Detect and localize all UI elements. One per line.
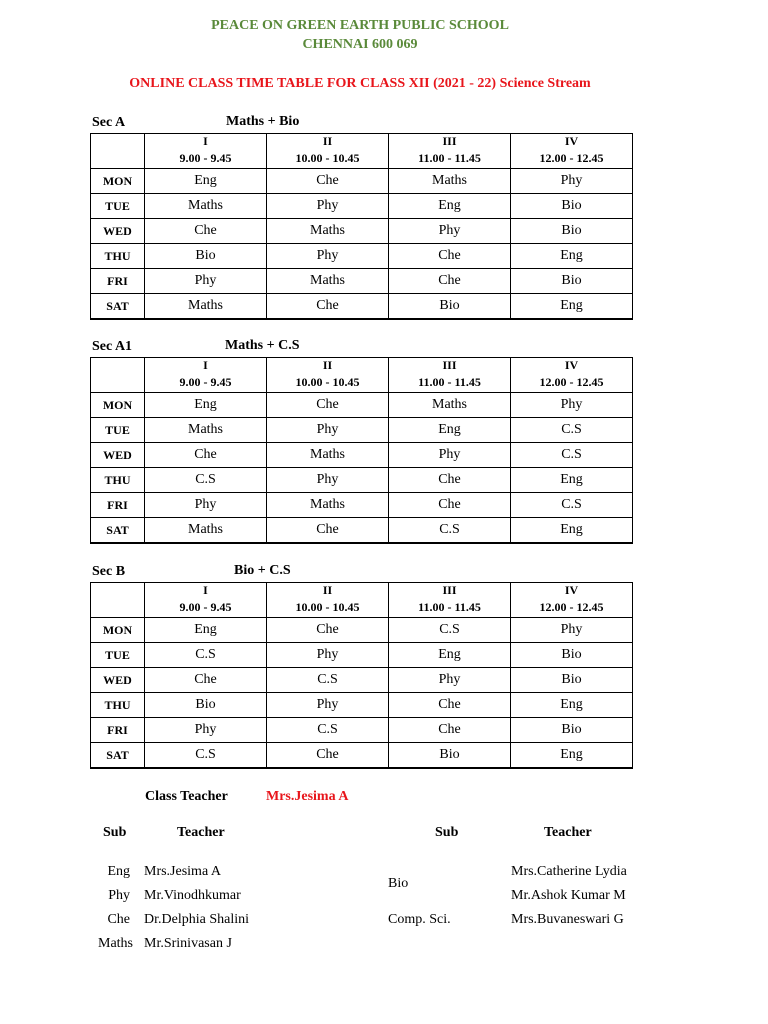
table-row <box>91 693 633 718</box>
period-time: 12.00 - 12.45 <box>511 372 633 393</box>
day-label: THU <box>91 693 145 718</box>
teacher-header-right: Teacher <box>544 825 592 840</box>
subject-cell: Phy <box>267 194 389 219</box>
subject-cell: Maths <box>145 294 267 320</box>
period-time: 11.00 - 11.45 <box>389 597 511 618</box>
subject-cell: Che <box>145 219 267 244</box>
subject-cell: Phy <box>511 169 633 194</box>
period-time: 9.00 - 9.45 <box>145 597 267 618</box>
day-label: FRI <box>91 269 145 294</box>
section-combination: Maths + C.S <box>225 338 300 353</box>
subject-cell: Maths <box>267 443 389 468</box>
subject-cell: Maths <box>267 219 389 244</box>
subject-cell: C.S <box>389 618 511 643</box>
subject-cell: Che <box>267 169 389 194</box>
teacher-right-sub-cs: Comp. Sci. <box>388 912 451 927</box>
day-label: SAT <box>91 743 145 769</box>
subject-cell: Che <box>389 269 511 294</box>
period-number: IV <box>511 134 633 149</box>
day-label: WED <box>91 443 145 468</box>
subject-cell: Eng <box>389 194 511 219</box>
teacher-right-name: Mr.Ashok Kumar M <box>511 888 626 903</box>
subject-cell: Eng <box>511 294 633 320</box>
subject-cell: Bio <box>511 194 633 219</box>
teacher-left-name: Mr.Vinodhkumar <box>144 888 241 903</box>
subject-cell: Bio <box>389 743 511 769</box>
day-label: FRI <box>91 718 145 743</box>
subject-cell: Phy <box>511 393 633 418</box>
period-number: II <box>267 583 389 598</box>
period-time: 9.00 - 9.45 <box>145 372 267 393</box>
period-number: I <box>145 583 267 598</box>
table-row <box>91 244 633 269</box>
period-number: IV <box>511 583 633 598</box>
subject-cell: Eng <box>145 169 267 194</box>
teacher-header-left: Teacher <box>177 825 225 840</box>
subject-cell: Eng <box>511 244 633 269</box>
subject-cell: Phy <box>389 668 511 693</box>
subject-cell: Phy <box>145 493 267 518</box>
table-row <box>91 194 633 219</box>
school-city: CHENNAI 600 069 <box>302 37 418 52</box>
period-number: I <box>145 134 267 149</box>
table-row <box>91 393 633 418</box>
subject-cell: Che <box>389 693 511 718</box>
teacher-right-sub-bio: Bio <box>388 876 409 891</box>
subject-cell: C.S <box>511 443 633 468</box>
table-row <box>91 668 633 693</box>
subject-cell: Che <box>145 443 267 468</box>
header-corner <box>91 583 145 618</box>
subject-cell: Maths <box>145 194 267 219</box>
table-row <box>91 643 633 668</box>
teacher-right-name: Mrs.Catherine Lydia <box>511 864 627 879</box>
table-row <box>91 443 633 468</box>
table-row <box>91 294 633 320</box>
timetable <box>90 133 633 320</box>
subject-cell: Che <box>267 393 389 418</box>
subject-cell: Phy <box>267 244 389 269</box>
subject-cell: Phy <box>389 443 511 468</box>
period-number: III <box>389 583 511 598</box>
subject-cell: Maths <box>267 493 389 518</box>
day-label: MON <box>91 393 145 418</box>
table-row <box>91 269 633 294</box>
period-number: IV <box>511 358 633 373</box>
table-row <box>91 493 633 518</box>
subject-cell: Phy <box>267 693 389 718</box>
teacher-left-sub: Phy <box>108 888 130 903</box>
day-label: WED <box>91 668 145 693</box>
subject-cell: Maths <box>145 518 267 544</box>
teacher-left-sub: Che <box>107 912 130 927</box>
day-label: SAT <box>91 518 145 544</box>
school-name: PEACE ON GREEN EARTH PUBLIC SCHOOL <box>211 18 509 33</box>
period-time: 10.00 - 10.45 <box>267 148 389 169</box>
subject-cell: Eng <box>145 618 267 643</box>
section-combination: Maths + Bio <box>226 114 300 129</box>
subject-cell: Che <box>267 518 389 544</box>
subject-cell: Maths <box>145 418 267 443</box>
period-time: 12.00 - 12.45 <box>511 597 633 618</box>
subject-cell: Phy <box>145 718 267 743</box>
subject-cell: Bio <box>511 269 633 294</box>
day-label: TUE <box>91 643 145 668</box>
period-time: 10.00 - 10.45 <box>267 372 389 393</box>
timetable <box>90 582 633 769</box>
section-label: Sec B <box>92 564 126 579</box>
day-label: TUE <box>91 418 145 443</box>
subject-cell: C.S <box>145 743 267 769</box>
header-corner <box>91 358 145 393</box>
subject-cell: Che <box>389 244 511 269</box>
subject-cell: Eng <box>511 693 633 718</box>
table-row <box>91 618 633 643</box>
subject-cell: Che <box>389 718 511 743</box>
table-row <box>91 169 633 194</box>
subject-cell: Bio <box>389 294 511 320</box>
period-time: 11.00 - 11.45 <box>389 148 511 169</box>
class-teacher-label: Class Teacher <box>145 789 228 804</box>
subject-cell: Bio <box>511 668 633 693</box>
subject-cell: Che <box>389 493 511 518</box>
day-label: THU <box>91 468 145 493</box>
day-label: SAT <box>91 294 145 320</box>
subject-cell: Che <box>389 468 511 493</box>
period-time: 12.00 - 12.45 <box>511 148 633 169</box>
table-row <box>91 718 633 743</box>
subject-cell: Phy <box>267 643 389 668</box>
teacher-right-name: Mrs.Buvaneswari G <box>511 912 624 927</box>
day-label: MON <box>91 169 145 194</box>
subject-cell: C.S <box>389 518 511 544</box>
subject-cell: Phy <box>267 418 389 443</box>
subject-cell: Eng <box>145 393 267 418</box>
subject-cell: Phy <box>511 618 633 643</box>
table-row <box>91 518 633 544</box>
sub-header-right: Sub <box>435 825 459 840</box>
period-number: III <box>389 134 511 149</box>
subject-cell: Che <box>267 618 389 643</box>
subject-cell: Eng <box>389 418 511 443</box>
subject-cell: Maths <box>389 169 511 194</box>
subject-cell: Eng <box>511 743 633 769</box>
subject-cell: C.S <box>511 418 633 443</box>
period-time: 9.00 - 9.45 <box>145 148 267 169</box>
day-label: FRI <box>91 493 145 518</box>
timetable <box>90 357 633 544</box>
period-number: II <box>267 358 389 373</box>
subject-cell: Bio <box>511 219 633 244</box>
subject-cell: Bio <box>145 693 267 718</box>
subject-cell: Che <box>267 294 389 320</box>
document-title: ONLINE CLASS TIME TABLE FOR CLASS XII (2021 - 22) Science Stream <box>129 76 591 91</box>
period-time: 11.00 - 11.45 <box>389 372 511 393</box>
subject-cell: Che <box>267 743 389 769</box>
subject-cell: Phy <box>145 269 267 294</box>
subject-cell: Bio <box>511 718 633 743</box>
subject-cell: Eng <box>511 468 633 493</box>
subject-cell: C.S <box>145 643 267 668</box>
period-number: III <box>389 358 511 373</box>
teacher-left-sub: Eng <box>107 864 130 879</box>
table-row <box>91 418 633 443</box>
period-number: II <box>267 134 389 149</box>
class-teacher-name: Mrs.Jesima A <box>266 789 349 804</box>
section-label: Sec A <box>92 115 126 130</box>
period-time: 10.00 - 10.45 <box>267 597 389 618</box>
subject-cell: Che <box>145 668 267 693</box>
table-row <box>91 219 633 244</box>
day-label: TUE <box>91 194 145 219</box>
subject-cell: Bio <box>511 643 633 668</box>
subject-cell: Phy <box>389 219 511 244</box>
section-label: Sec A1 <box>92 339 133 354</box>
subject-cell: Maths <box>389 393 511 418</box>
subject-cell: Bio <box>145 244 267 269</box>
subject-cell: C.S <box>145 468 267 493</box>
day-label: THU <box>91 244 145 269</box>
table-row <box>91 468 633 493</box>
subject-cell: C.S <box>511 493 633 518</box>
period-number: I <box>145 358 267 373</box>
section-combination: Bio + C.S <box>234 563 291 578</box>
subject-cell: Eng <box>511 518 633 544</box>
subject-cell: Eng <box>389 643 511 668</box>
teacher-left-sub: Maths <box>98 936 133 951</box>
header-corner <box>91 134 145 169</box>
subject-cell: Maths <box>267 269 389 294</box>
teacher-left-name: Mr.Srinivasan J <box>144 936 232 951</box>
teacher-left-name: Dr.Delphia Shalini <box>144 912 249 927</box>
subject-cell: C.S <box>267 668 389 693</box>
subject-cell: C.S <box>267 718 389 743</box>
subject-cell: Phy <box>267 468 389 493</box>
teacher-left-name: Mrs.Jesima A <box>144 864 221 879</box>
day-label: WED <box>91 219 145 244</box>
sub-header-left: Sub <box>103 825 127 840</box>
table-row <box>91 743 633 769</box>
day-label: MON <box>91 618 145 643</box>
